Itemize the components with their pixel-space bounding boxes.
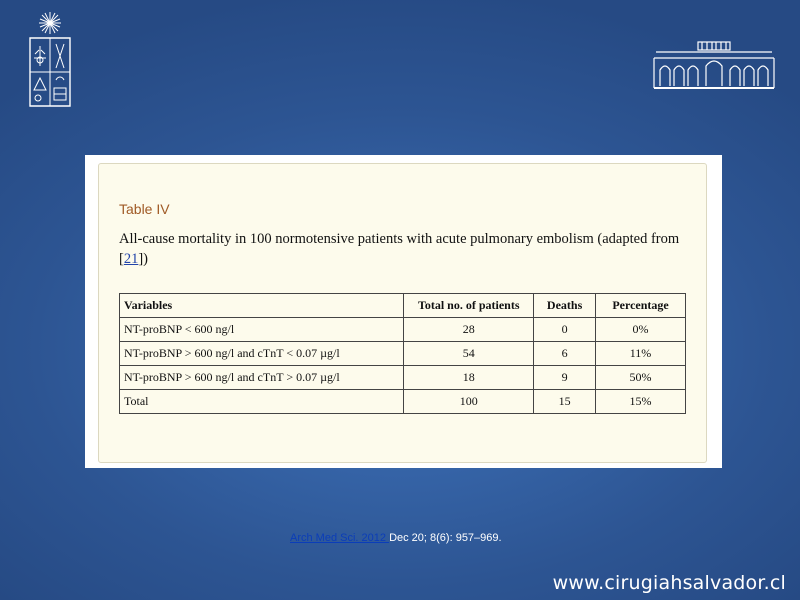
hospital-building-icon [652,40,776,92]
column-header: Deaths [534,294,596,318]
university-coat-of-arms-icon [26,10,74,110]
table-cell: 0 [534,318,596,342]
table-cell: 100 [404,390,534,414]
table-cell: 11% [596,342,686,366]
table-cell: 18 [404,366,534,390]
table-cell: NT-proBNP > 600 ng/l and cTnT < 0.07 µg/l [120,342,404,366]
table-header-row [120,294,686,318]
citation-details: Dec 20; 8(6): 957–969. [389,532,502,544]
citation [290,532,502,544]
table-caption [119,229,689,269]
table-cell: 9 [534,366,596,390]
table-row [120,342,686,366]
table-cell: 0% [596,318,686,342]
mortality-table [119,293,686,414]
reference-link[interactable]: 21 [123,251,139,267]
column-header: Percentage [596,294,686,318]
table-label: Table IV [119,201,170,217]
table-row [120,318,686,342]
table-cell: 6 [534,342,596,366]
table-cell: 28 [404,318,534,342]
caption-text: All-cause mortality in 100 normotensive patients with acute pulmonary embolism (adapted from [ [119,231,680,267]
column-header: Variables [120,294,404,318]
table-cell: 15 [534,390,596,414]
journal-link[interactable]: Arch Med Sci [290,532,356,544]
table-cell: 15% [596,390,686,414]
footer-website: www.cirugiahsalvador.cl [552,572,786,594]
article-panel [85,155,722,468]
column-header: Total no. of patients [404,294,534,318]
table-cell: NT-proBNP > 600 ng/l and cTnT > 0.07 µg/l [120,366,404,390]
table-row [120,366,686,390]
table-cell: Total [120,390,404,414]
table-row-total [120,390,686,414]
year-link[interactable]: . 2012 [355,532,390,544]
table-cell: 54 [404,342,534,366]
table-cell: 50% [596,366,686,390]
caption-text-end: ]) [138,251,149,267]
table-box [98,163,707,463]
table-cell: NT-proBNP < 600 ng/l [120,318,404,342]
